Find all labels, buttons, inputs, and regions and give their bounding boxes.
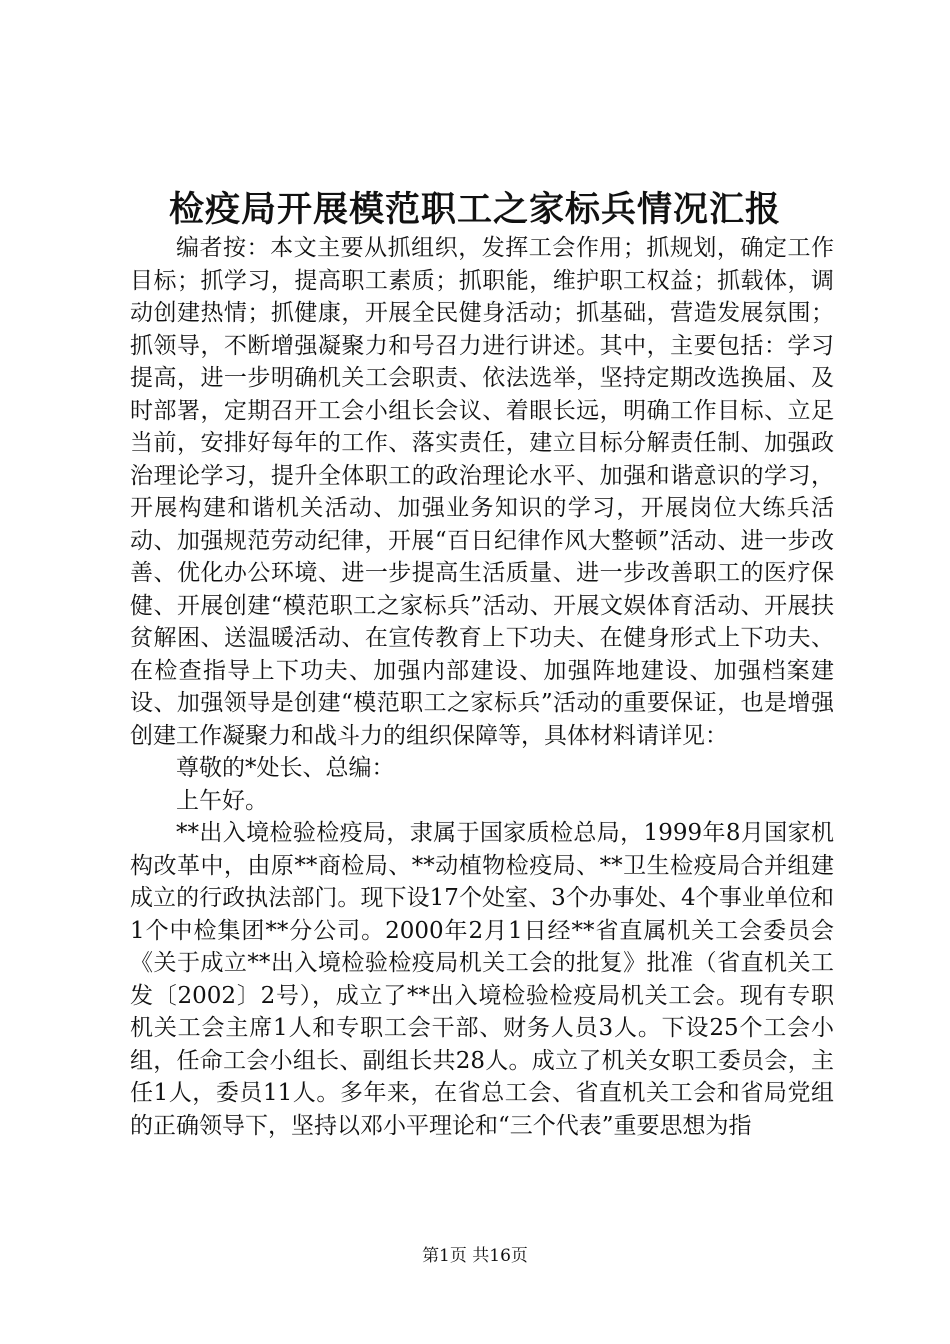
page-footer: 第1页 共16页 xyxy=(422,1246,528,1266)
editor-note-paragraph: 编者按：本文主要从抓组织，发挥工会作用；抓规划，确定工作目标；抓学习，提高职工素质；抓职能，维护职工权益；抓载体，调动创建热情；抓健康，开展全民健身活动；抓基础，营造发展氛围；抓领导，不断增强凝聚力和号召力进行讲述。其中，主要包括：学习提高，进一步明确机关工会职责、依法选举，坚持定期改选换届、及时部署，定期召开工会小组长会议、着眼长远，明确工作目标、立足当前，安排好每年的工作、落实责任，建立目标分解责任制、加强政治理论学习，提升全体职工的政治理论水平、加强和谐意识的学习，开展构建和谐机关活动、加强业务知识的学习，开展岗位大练兵活动、加强规范劳动纪律，开展“百日纪律作风大整顿”活动、进一步改善、优化办公环境、进一步提高生活质量、进一步改善职工的医疗保健、开展创建“模范职工之家标兵”活动、开展文娱体育活动、开展扶贫解困、送温暖活动、在宣传教育上下功夫、在健身形式上下功夫、在检查指导上下功夫、加强内部建设、加强阵地建设、加强档案建设、加强领导是创建“模范职工之家标兵”活动的重要保证，也是增强创建工作凝聚力和战斗力的组织保障等，具体材料请详见： xyxy=(130,235,834,749)
document-body xyxy=(130,232,834,1142)
document-title: 检疫局开展模范职工之家标兵情况汇报 xyxy=(168,189,781,230)
salutation-paragraph: 尊敬的*处长、总编： xyxy=(176,755,395,781)
body-paragraph: **出入境检验检疫局，隶属于国家质检总局，1999年8月国家机构改革中，由原**商检局、**动植物检疫局、**卫生检疫局合并组建成立的行政执法部门。现下设17个处室、3个办事处、4个事业单位和1个中检集团**分公司。2000年2月1日经**省直属机关工会委员会《关于成立**出入境检验检疫局机关工会的批复》批准（省直机关工发〔2002〕2号），成立了**出入境检验检疫局机关工会。现有专职机关工会主席1人和专职工会干部、财务人员3人。下设25个工会小组，任命工会小组长、副组长共28人。成立了机关女职工委员会，主任1人，委员11人。多年来，在省总工会、省直机关工会和省局党组的正确领导下，坚持以邓小平理论和“三个代表”重要思想为指 xyxy=(130,820,834,1139)
greeting-paragraph: 上午好。 xyxy=(176,787,268,814)
